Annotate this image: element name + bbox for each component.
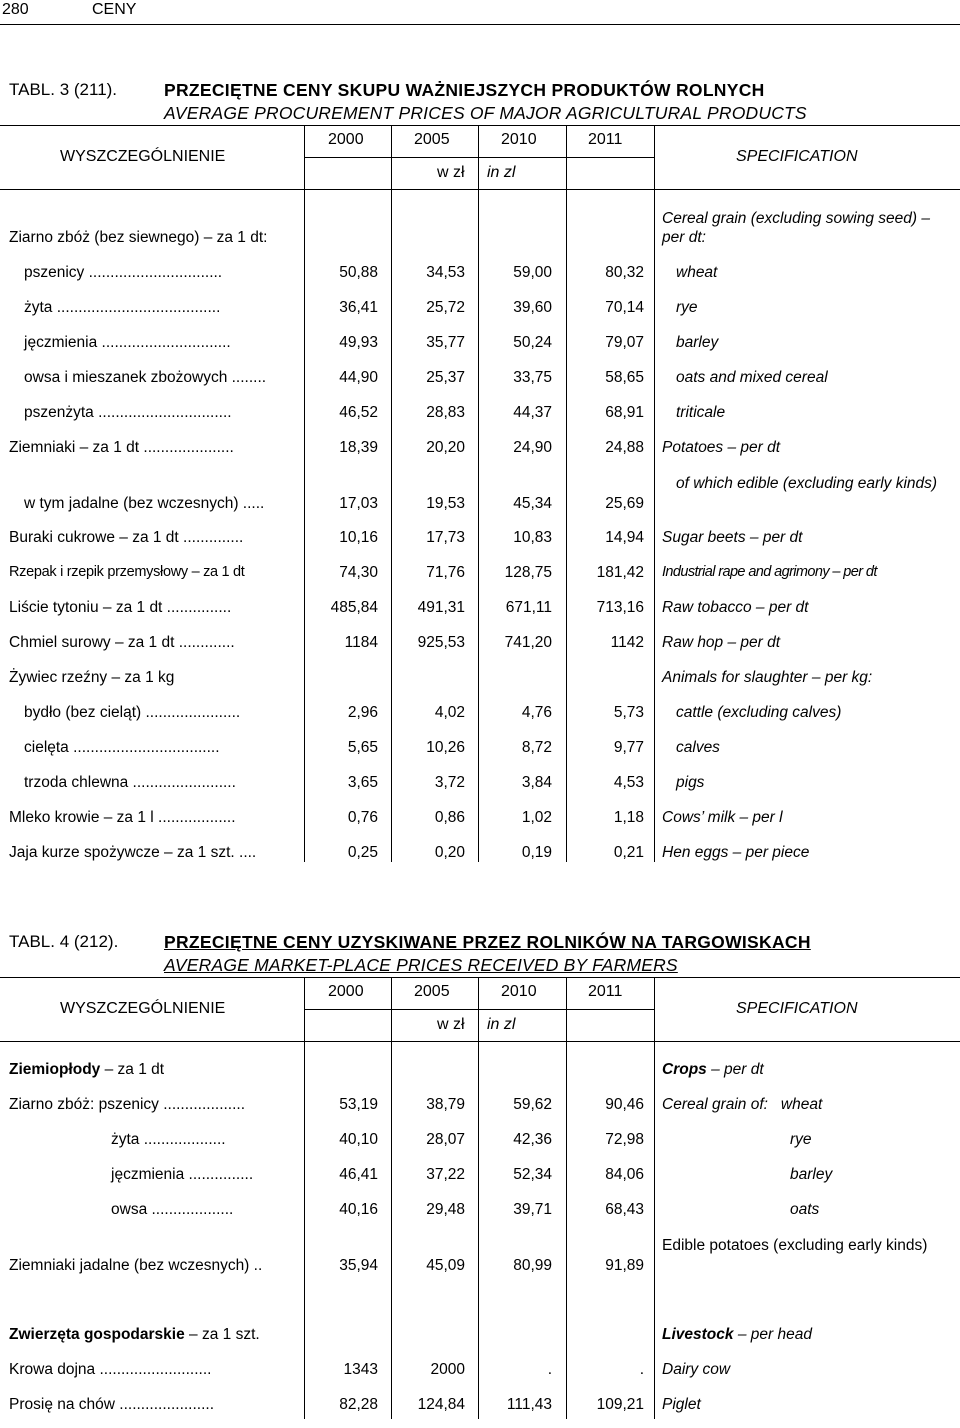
cell-2010: 3,84	[521, 774, 552, 791]
row-label: Ziemniaki – za 1 dt .....................	[9, 439, 234, 456]
row-label-en	[662, 1061, 764, 1079]
table4-unit-en: in zl	[487, 1016, 516, 1033]
cell-2005: 28,83	[426, 404, 465, 421]
table-row	[0, 1096, 960, 1128]
table3-label: TABL. 3 (211).	[9, 80, 118, 99]
cell-2000: 2,96	[347, 704, 378, 721]
row-label	[9, 1061, 164, 1079]
row-label-en: Raw tobacco – per dt	[662, 599, 809, 616]
cell-2010: 4,76	[521, 704, 552, 721]
cell-2011: 91,89	[605, 1257, 644, 1274]
row-label-en: triticale	[676, 404, 726, 421]
cell-2005: 19,53	[426, 495, 465, 512]
row-label-en: barley	[790, 1166, 833, 1183]
table-row	[0, 334, 960, 366]
cell-2005: 0,20	[434, 844, 465, 861]
row-label-rest: – za 1 szt.	[184, 1326, 260, 1343]
cell-2005: 491,31	[417, 599, 465, 616]
row-label: Żywiec rzeźny – za 1 kg	[9, 669, 175, 686]
table3-year-2000: 2000	[328, 131, 364, 148]
cell-2005: 17,73	[426, 529, 465, 546]
cell-2011: 68,91	[605, 404, 644, 421]
cell-2005: 37,22	[426, 1166, 465, 1183]
cell-2010: 44,37	[513, 404, 552, 421]
page-number: 280	[2, 1, 29, 18]
table4-head-rule	[0, 1041, 960, 1042]
cell-2005: 4,02	[434, 704, 465, 721]
table-row	[0, 1326, 960, 1358]
cell-2000: 49,93	[339, 334, 378, 351]
cell-2000: 46,52	[339, 404, 378, 421]
table3-title-en: AVERAGE PROCUREMENT PRICES OF MAJOR AGRICULTURAL PRODUCTS	[164, 103, 807, 123]
row-label: Buraki cukrowe – za 1 dt ..............	[9, 529, 244, 546]
table3-head-right: SPECIFICATION	[736, 148, 858, 165]
row-label-en: pigs	[676, 774, 705, 791]
cell-2011: 109,21	[596, 1396, 644, 1413]
row-label-en: oats and mixed cereal	[676, 369, 828, 386]
row-label-en: Raw hop – per dt	[662, 634, 781, 651]
cell-2010: 24,90	[513, 439, 552, 456]
table-row	[0, 209, 960, 246]
row-label: jęczmienia ..............................	[24, 334, 231, 351]
table-row	[0, 809, 960, 841]
cell-2010: 45,34	[513, 495, 552, 512]
cell-2000: 82,28	[339, 1396, 378, 1413]
table4-head-right: SPECIFICATION	[736, 1000, 858, 1017]
table4-year-2010: 2010	[501, 983, 537, 1000]
table4-year-2011: 2011	[588, 983, 623, 1000]
cell-2000: 36,41	[339, 299, 378, 316]
row-label: Liście tytoniu – za 1 dt ...............	[9, 599, 232, 616]
table3-top-rule	[0, 125, 960, 126]
row-label: owsa ...................	[111, 1201, 234, 1218]
cell-2010: 0,19	[521, 844, 552, 861]
cell-2005: 3,72	[434, 774, 465, 791]
table-row	[0, 1166, 960, 1198]
table3-unit-pl: w zł	[437, 164, 465, 181]
cell-2000: 1184	[344, 634, 378, 651]
table4-year-2005: 2005	[414, 983, 450, 1000]
table3-year-2011: 2011	[588, 131, 623, 148]
cell-2000: 5,65	[347, 739, 378, 756]
table3-head-left: WYSZCZEGÓLNIENIE	[60, 148, 226, 165]
cell-2010: 10,83	[513, 529, 552, 546]
table4-year-2000: 2000	[328, 983, 364, 1000]
row-label-en: Potatoes – per dt	[662, 439, 781, 456]
cell-2011: 5,73	[613, 704, 644, 721]
table-row	[0, 439, 960, 471]
cell-2000: 1343	[343, 1361, 378, 1378]
table-row	[0, 774, 960, 806]
table4-title-en: AVERAGE MARKET-PLACE PRICES RECEIVED BY FARMERS	[164, 955, 678, 975]
row-label-en: cattle (excluding calves)	[676, 704, 842, 721]
table3-unit-en: in zl	[487, 164, 516, 181]
cell-2011: 14,94	[605, 529, 644, 546]
row-label	[9, 1326, 260, 1344]
row-label-en	[662, 1326, 812, 1344]
row-label-bold: Ziemiopłody	[9, 1061, 101, 1078]
page-header	[0, 0, 960, 25]
cell-2000: 18,39	[339, 439, 378, 456]
table-row	[0, 704, 960, 736]
cell-2000: 40,16	[339, 1201, 378, 1218]
row-label-en-bold: Livestock	[662, 1326, 734, 1343]
row-label: w tym jadalne (bez wczesnych) .....	[24, 495, 265, 512]
table-row	[0, 564, 960, 596]
table4-years-rule	[304, 1009, 654, 1010]
cell-2005: 29,48	[426, 1201, 465, 1218]
cell-2011: .	[639, 1361, 644, 1378]
row-label-en: wheat	[676, 264, 718, 281]
cell-2000: 35,94	[339, 1257, 378, 1274]
cell-2000: 50,88	[339, 264, 378, 281]
cell-2010: 1,02	[521, 809, 552, 826]
table-row	[0, 669, 960, 701]
row-label-en: Animals for slaughter – per kg:	[662, 669, 873, 686]
cell-2010: 671,11	[505, 599, 552, 616]
cell-2011: 72,98	[605, 1131, 644, 1148]
cell-2011: 181,42	[596, 564, 644, 581]
row-label-en: rye	[676, 299, 698, 316]
cell-2005: 28,07	[426, 1131, 465, 1148]
row-label: Prosię na chów ......................	[9, 1396, 215, 1413]
row-label-en: Dairy cow	[662, 1361, 731, 1378]
cell-2005: 71,76	[426, 564, 465, 581]
table-row	[0, 1201, 960, 1233]
cell-2000: 3,65	[347, 774, 378, 791]
row-label-en: Edible potatoes (excluding early kinds)	[662, 1237, 928, 1254]
cell-2005: 34,53	[426, 264, 465, 281]
cell-2005: 0,86	[434, 809, 465, 826]
cell-2000: 46,41	[339, 1166, 378, 1183]
table-row	[0, 1361, 960, 1393]
row-label: Chmiel surowy – za 1 dt .............	[9, 634, 235, 651]
row-label-en-bold: Crops	[662, 1061, 707, 1078]
cell-2000: 40,10	[339, 1131, 378, 1148]
cell-2011: 79,07	[605, 334, 644, 351]
row-label: trzoda chlewna ........................	[24, 774, 236, 791]
cell-2011: 4,53	[613, 774, 644, 791]
table4-title-pl: PRZECIĘTNE CENY UZYSKIWANE PRZEZ ROLNIKÓW NA TARGOWISKACH	[164, 932, 811, 952]
row-label: żyta ......................................	[24, 299, 221, 316]
cell-2005: 2000	[430, 1361, 465, 1378]
cell-2011: 70,14	[605, 299, 644, 316]
table-row	[0, 404, 960, 436]
table3-year-2010: 2010	[501, 131, 537, 148]
cell-2011: 58,65	[605, 369, 644, 386]
row-label: Ziarno zbóż: pszenicy ...................	[9, 1096, 246, 1113]
cell-2000: 10,16	[339, 529, 378, 546]
table-row	[0, 474, 960, 518]
cell-2005: 45,09	[426, 1257, 465, 1274]
row-label-bold: Zwierzęta gospodarskie	[9, 1326, 185, 1343]
cell-2005: 925,53	[417, 634, 465, 651]
row-label-en: Cereal grain of: wheat	[662, 1096, 823, 1113]
row-label: Ziarno zbóż (bez siewnego) – za 1 dt:	[9, 229, 268, 246]
table-row	[0, 1236, 960, 1280]
row-label-en-rest: – per head	[733, 1326, 812, 1343]
table-row	[0, 844, 960, 876]
row-label-en: barley	[676, 334, 719, 351]
cell-2010: 8,72	[521, 739, 552, 756]
cell-2011: 84,06	[605, 1166, 644, 1183]
cell-2010: 33,75	[513, 369, 552, 386]
cell-2005: 35,77	[426, 334, 465, 351]
table3-head-rule	[0, 189, 960, 190]
cell-2011: 0,21	[613, 844, 644, 861]
row-label: bydło (bez cieląt) ......................	[24, 704, 241, 721]
cell-2011: 1142	[610, 634, 644, 651]
cell-2010: 50,24	[513, 334, 552, 351]
row-label: Rzepak i rzepik przemysłowy – za 1 dt	[9, 564, 245, 580]
cell-2000: 0,25	[347, 844, 378, 861]
row-label: owsa i mieszanek zbożowych ........	[24, 369, 267, 386]
table4-top-rule	[0, 977, 960, 978]
cell-2005: 20,20	[426, 439, 465, 456]
section-title: CENY	[92, 1, 137, 18]
cell-2011: 713,16	[596, 599, 644, 616]
row-label: Krowa dojna ..........................	[9, 1361, 212, 1378]
table4-head-left: WYSZCZEGÓLNIENIE	[60, 1000, 226, 1017]
table-row	[0, 264, 960, 296]
cell-2011: 1,18	[613, 809, 644, 826]
row-label-en: Cows’ milk – per l	[662, 809, 783, 826]
cell-2011: 24,88	[605, 439, 644, 456]
table-row	[0, 369, 960, 401]
cell-2005: 124,84	[417, 1396, 465, 1413]
cell-2010: 741,20	[504, 634, 552, 651]
cell-2005: 25,72	[426, 299, 465, 316]
cell-2000: 17,03	[339, 495, 378, 512]
cell-2010: .	[547, 1361, 552, 1378]
cell-2010: 59,62	[513, 1096, 552, 1113]
table-row	[0, 599, 960, 631]
table3-years-rule	[304, 157, 654, 158]
row-label-en: oats	[790, 1201, 820, 1218]
row-label-en: Hen eggs – per piece	[662, 844, 810, 861]
table-row	[0, 1131, 960, 1163]
cell-2010: 39,71	[513, 1201, 552, 1218]
row-label: jęczmienia ...............	[111, 1166, 254, 1183]
row-label-rest: – za 1 dt	[100, 1061, 165, 1078]
cell-2011: 90,46	[605, 1096, 644, 1113]
cell-2010: 59,00	[513, 264, 552, 281]
cell-2011: 68,43	[605, 1201, 644, 1218]
cell-2011: 25,69	[605, 495, 644, 512]
cell-2000: 44,90	[339, 369, 378, 386]
row-label-en: Cereal grain (excluding sowing seed) – per dt:	[662, 210, 930, 246]
cell-2000: 485,84	[330, 599, 378, 616]
row-label-en: Industrial rape and agrimony – per dt	[662, 564, 877, 580]
table-row	[0, 739, 960, 771]
cell-2011: 9,77	[613, 739, 644, 756]
table-row	[0, 634, 960, 666]
cell-2010: 128,75	[504, 564, 552, 581]
cell-2005: 38,79	[426, 1096, 465, 1113]
row-label: żyta ...................	[111, 1131, 226, 1148]
row-label-en: of which edible (excluding early kinds)	[676, 475, 938, 492]
cell-2000: 0,76	[347, 809, 378, 826]
table-row	[0, 529, 960, 561]
cell-2011: 80,32	[605, 264, 644, 281]
table-row	[0, 299, 960, 331]
table-row	[0, 1061, 960, 1093]
cell-2000: 74,30	[339, 564, 378, 581]
table4-label: TABL. 4 (212).	[9, 932, 119, 951]
cell-2000: 53,19	[339, 1096, 378, 1113]
cell-2010: 42,36	[513, 1131, 552, 1148]
table3-title-pl: PRZECIĘTNE CENY SKUPU WAŻNIEJSZYCH PRODUKTÓW ROLNYCH	[164, 80, 765, 100]
cell-2005: 25,37	[426, 369, 465, 386]
row-label-en: calves	[676, 739, 720, 756]
row-label: pszenicy ...............................	[24, 264, 223, 281]
row-label: Jaja kurze spożywcze – za 1 szt. ....	[9, 844, 257, 861]
cell-2010: 80,99	[513, 1257, 552, 1274]
row-label: Mleko krowie – za 1 l ..................	[9, 809, 236, 826]
table3-year-2005: 2005	[414, 131, 450, 148]
row-label-en: Sugar beets – per dt	[662, 529, 803, 546]
row-label: cielęta ..................................	[24, 739, 220, 756]
cell-2005: 10,26	[426, 739, 465, 756]
row-label: Ziemniaki jadalne (bez wczesnych) ..	[9, 1257, 263, 1274]
row-label-en-rest: – per dt	[706, 1061, 764, 1078]
table-row	[0, 1396, 960, 1428]
cell-2010: 111,43	[506, 1396, 552, 1413]
cell-2010: 52,34	[513, 1166, 552, 1183]
row-label-en: Piglet	[662, 1396, 701, 1413]
table4-unit-pl: w zł	[437, 1016, 465, 1033]
cell-2010: 39,60	[513, 299, 552, 316]
row-label: pszenżyta ...............................	[24, 404, 232, 421]
row-label-en: rye	[790, 1131, 812, 1148]
